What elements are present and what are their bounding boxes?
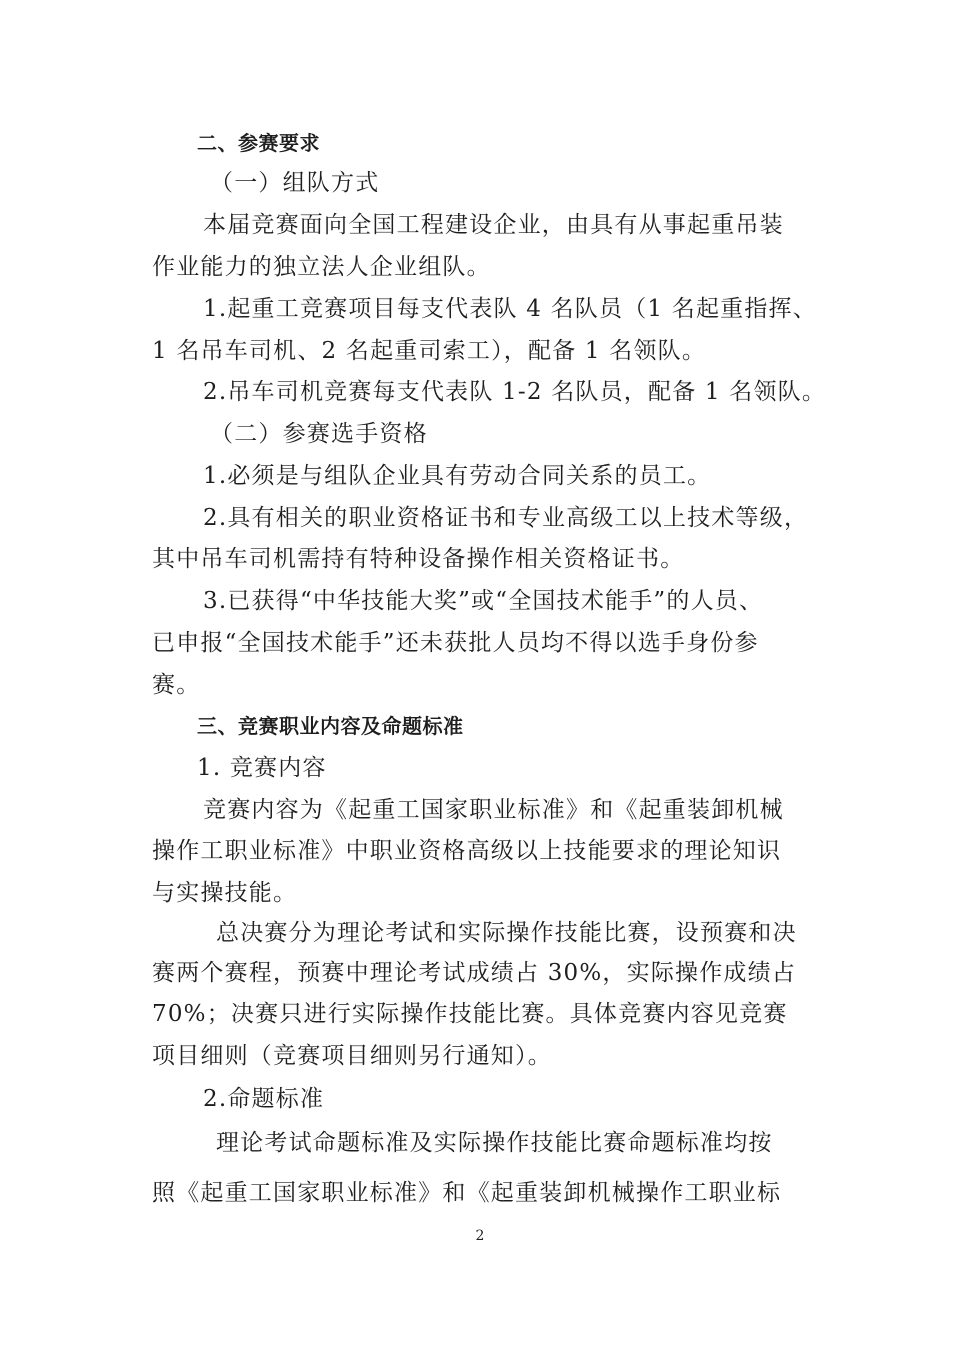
page-number: 2	[475, 1228, 485, 1244]
paragraph-line: 1.起重工竞赛项目每支代表队 4 名队员（1 名起重指挥、	[203, 296, 817, 322]
paragraph-line: 与实操技能。	[152, 880, 298, 906]
paragraph-line: 照《起重工国家职业标准》和《起重装卸机械操作工职业标	[152, 1180, 782, 1206]
paragraph-line: 总决赛分为理论考试和实际操作技能比赛，设预赛和决	[216, 920, 797, 946]
section-heading-3: 三、竞赛职业内容及命题标准	[197, 714, 464, 738]
paragraph-line: 2.吊车司机竞赛每支代表队 1-2 名队员，配备 1 名领队。	[203, 379, 827, 405]
subheading-team-formation: （一）组队方式	[210, 170, 380, 196]
section-heading-2: 二、参赛要求	[197, 131, 320, 155]
paragraph-line: 1 名吊车司机、2 名起重司索工），配备 1 名领队。	[152, 338, 707, 364]
paragraph-line: 赛。	[152, 672, 201, 698]
paragraph-line: 1.必须是与组队企业具有劳动合同关系的员工。	[203, 463, 712, 489]
paragraph-line: 70%；决赛只进行实际操作技能比赛。具体竞赛内容见竞赛	[152, 1001, 788, 1027]
paragraph-line: 已申报“全国技术能手”还未获批人员均不得以选手身份参	[152, 630, 759, 656]
paragraph-line: 其中吊车司机需持有特种设备操作相关资格证书。	[152, 546, 685, 572]
paragraph-line: 赛两个赛程，预赛中理论考试成绩占 30%，实际操作成绩占	[152, 960, 797, 986]
paragraph-line: 作业能力的独立法人企业组队。	[152, 254, 491, 280]
subheading-competition-content: 1. 竞赛内容	[197, 755, 327, 781]
subheading-eligibility: （二）参赛选手资格	[210, 421, 428, 447]
paragraph-line: 操作工职业标准》中职业资格高级以上技能要求的理论知识	[152, 838, 782, 864]
paragraph-line: 本届竞赛面向全国工程建设企业，由具有从事起重吊装	[203, 212, 784, 238]
paragraph-line: 竞赛内容为《起重工国家职业标准》和《起重装卸机械	[203, 797, 784, 823]
paragraph-line: 2.具有相关的职业资格证书和专业高级工以上技术等级，	[203, 505, 809, 531]
paragraph-line: 3.已获得“中华技能大奖”或“全国技术能手”的人员、	[203, 588, 764, 614]
paragraph-line: 项目细则（竞赛项目细则另行通知）。	[152, 1043, 552, 1069]
subheading-proposition-standard: 2.命题标准	[203, 1086, 325, 1112]
paragraph-line: 理论考试命题标准及实际操作技能比赛命题标准均按	[216, 1130, 773, 1156]
